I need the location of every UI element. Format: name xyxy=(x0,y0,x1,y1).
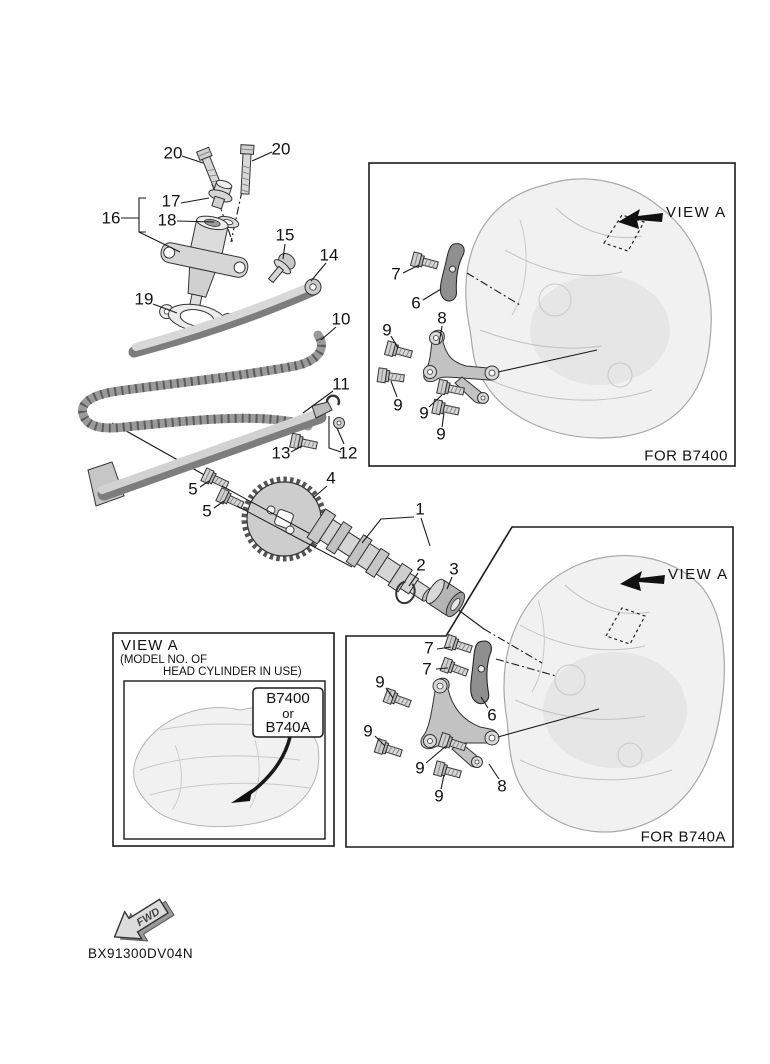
callout-17: 17 xyxy=(161,191,181,211)
view-a-label-b740a: VIEW A xyxy=(668,566,729,583)
callout-5: 5 xyxy=(202,501,212,521)
inset-subtitle-2: HEAD CYLINDER IN USE) xyxy=(163,666,302,678)
bubble-line-3: B740A xyxy=(265,719,311,737)
part-6-tensioner-arm-b7400 xyxy=(436,242,469,303)
callout-9: 9 xyxy=(363,721,373,741)
callout-18: 18 xyxy=(157,210,177,230)
part-12-clip-and-pin xyxy=(327,396,345,429)
callout-15: 15 xyxy=(275,225,295,245)
callout-16: 16 xyxy=(101,208,121,228)
callout-6: 6 xyxy=(411,293,421,313)
callout-9: 9 xyxy=(375,672,385,692)
callout-1: 1 xyxy=(415,499,425,519)
part-17-cap xyxy=(205,177,236,211)
part-10-timing-chain xyxy=(82,335,321,428)
callout-8: 8 xyxy=(437,308,447,328)
caption-for-b740a: FOR B740A xyxy=(640,828,726,846)
part-4-sprocket xyxy=(244,479,324,559)
callout-9: 9 xyxy=(434,786,444,806)
callout-9: 9 xyxy=(382,320,392,340)
callout-7: 7 xyxy=(424,638,434,658)
fwd-label: FWD xyxy=(134,905,163,930)
callout-8: 8 xyxy=(497,776,507,796)
callout-13: 13 xyxy=(271,443,291,463)
part-20-bolt xyxy=(238,145,254,195)
part-15-plunger xyxy=(263,250,299,287)
part-9-bolt-b7400 xyxy=(432,399,460,418)
callout-12: 12 xyxy=(338,443,358,463)
main-assembly xyxy=(82,145,542,663)
inset-title: VIEW A xyxy=(121,637,179,654)
bubble-line-1: B7400 xyxy=(266,690,310,707)
callout-2: 2 xyxy=(416,555,426,575)
callout-10: 10 xyxy=(331,309,351,329)
callout-6: 6 xyxy=(487,705,497,725)
part-13-bolt xyxy=(290,433,318,452)
part-7-bolt-b740a xyxy=(444,635,473,656)
part-9-bolt-b7400 xyxy=(377,368,405,385)
model-bubble-text xyxy=(265,691,310,736)
part-9-bolt-b740a xyxy=(433,761,462,781)
bubble-line-2: or xyxy=(282,705,294,721)
callout-9: 9 xyxy=(436,424,446,444)
callout-7: 7 xyxy=(422,659,432,679)
part-3-bushing xyxy=(423,577,468,620)
callout-9: 9 xyxy=(393,395,403,415)
callout-9: 9 xyxy=(419,403,429,423)
figure-code: BX91300DV04N xyxy=(88,946,194,961)
part-7-bolt-b7400 xyxy=(410,252,439,272)
part-6-tensioner-arm-b740a xyxy=(467,640,496,705)
callout-7: 7 xyxy=(391,264,401,284)
callout-3: 3 xyxy=(449,559,459,579)
callout-20: 20 xyxy=(163,143,183,163)
engine-block-b740a xyxy=(504,556,724,832)
inset-subtitle-1: (MODEL NO. OF xyxy=(120,654,208,666)
callout-14: 14 xyxy=(319,245,339,265)
callout-20: 20 xyxy=(271,139,291,159)
part-9-bolt-b740a xyxy=(383,688,412,710)
view-a-label-b7400: VIEW A xyxy=(666,204,727,221)
callout-5: 5 xyxy=(188,479,198,499)
callout-4: 4 xyxy=(326,468,336,488)
caption-for-b7400: FOR B7400 xyxy=(644,447,728,465)
part-9-bolt-b7400 xyxy=(384,341,413,361)
callout-9: 9 xyxy=(415,758,425,778)
part-9-bolt-b740a xyxy=(374,739,403,760)
callout-11: 11 xyxy=(332,374,350,394)
callout-19: 19 xyxy=(134,289,154,309)
